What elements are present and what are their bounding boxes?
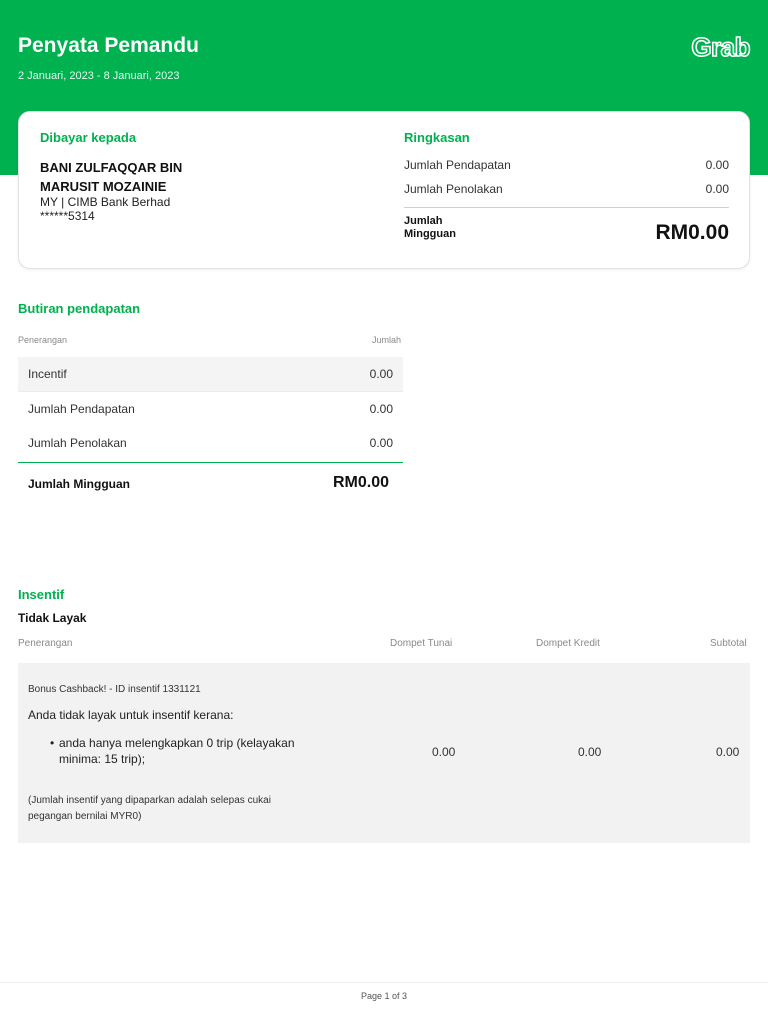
incentive-row [18,663,750,843]
summary-total-label: Jumlah Mingguan [404,215,456,240]
earnings-total-value: RM0.00 [333,474,390,491]
incentive-tax-note: (Jumlah insentif yang dipaparkan adalah selepas cukai pegangan bernilai MYR0) [28,795,271,822]
summary-row-deductions [404,182,729,198]
bullet-icon: • [50,736,55,750]
summary-row-value: 0.00 [705,158,729,172]
footer-divider [0,982,768,983]
earnings-col-amount: Jumlah [372,335,402,345]
row-value: 0.00 [369,402,393,416]
incentive-credit-wallet-value: 0.00 [578,745,602,759]
payee-account-number: ******5314 [40,209,95,223]
earnings-table [18,357,403,463]
table-row [18,357,403,392]
summary-row-label: Jumlah Penolakan [404,182,503,196]
incentive-col-subtotal: Subtotal [710,638,747,649]
summary-row-value: 0.00 [705,182,729,196]
statement-title: Penyata Pemandu [18,34,199,57]
earnings-col-description: Penerangan [18,335,68,345]
incentive-status: Tidak Layak [18,611,87,625]
earnings-total-label: Jumlah Mingguan [28,477,130,491]
row-value: 0.00 [369,436,393,450]
incentive-col-credit-wallet: Dompet Kredit [536,638,600,649]
earnings-section-title: Butiran pendapatan [18,301,141,316]
payee-section-title: Dibayar kepada [40,130,137,145]
summary-row-earnings [404,158,729,174]
summary-section-title: Ringkasan [404,130,470,145]
table-row [18,392,403,426]
payee-bank: MY | CIMB Bank Berhad [40,195,171,209]
incentive-section-title: Insentif [18,587,65,602]
statement-period: 2 Januari, 2023 - 8 Januari, 2023 [18,70,180,82]
row-label: Incentif [28,367,67,381]
summary-total-value: RM0.00 [655,221,729,244]
incentive-col-cash-wallet: Dompet Tunai [390,638,453,649]
summary-row-label: Jumlah Pendapatan [404,158,511,172]
page-number: Page 1 of 3 [360,991,408,1001]
row-label: Jumlah Penolakan [28,436,127,450]
incentive-name: Bonus Cashback! - ID insentif 1331121 [28,684,201,695]
row-value: 0.00 [369,367,393,381]
incentive-bullet-text: anda hanya melengkapkan 0 trip (kelayakan minima: 15 trip); [59,736,295,766]
grab-logo: Grab [691,32,750,62]
incentive-col-description: Penerangan [18,638,73,649]
row-label: Jumlah Pendapatan [28,402,135,416]
incentive-subtotal-value: 0.00 [716,745,740,759]
summary-divider [404,207,729,208]
table-row [18,426,403,463]
payee-name: BANI ZULFAQQAR BIN MARUSIT MOZAINIE [40,160,183,194]
incentive-reason: Anda tidak layak untuk insentif kerana: [28,708,234,722]
incentive-cash-wallet-value: 0.00 [432,745,456,759]
summary-card [18,111,750,269]
